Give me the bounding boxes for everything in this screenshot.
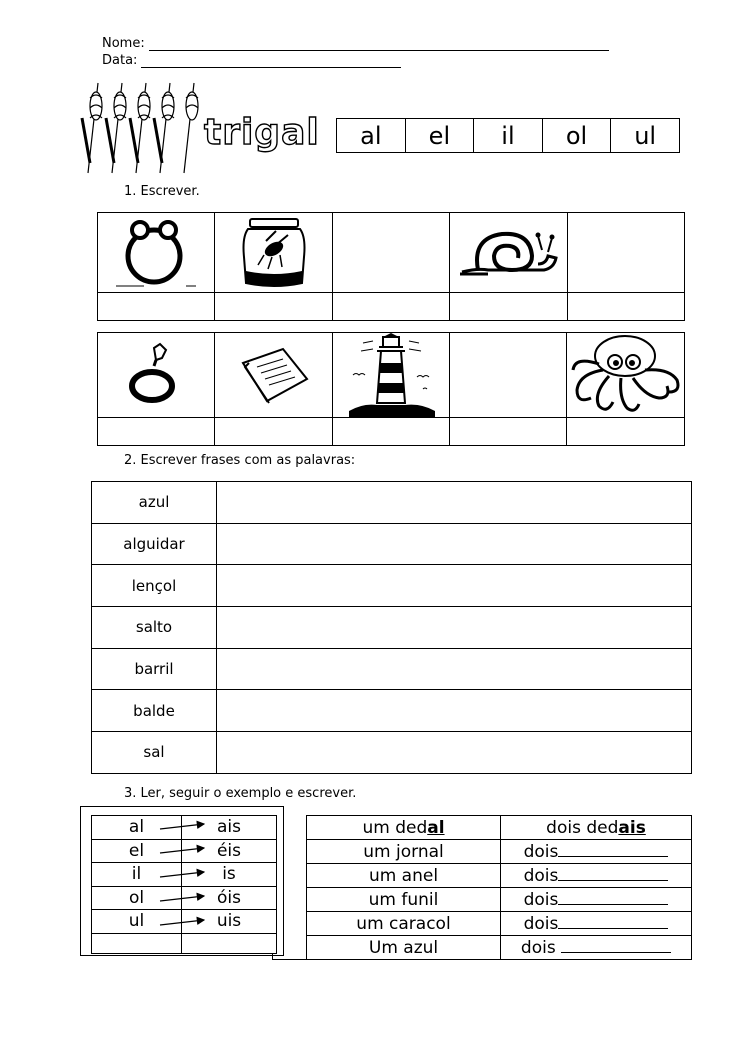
singular-ending: al [92, 816, 182, 840]
picture-cell [450, 333, 567, 418]
example-plural-ending: ais [618, 817, 646, 838]
write-cell[interactable] [215, 418, 332, 446]
plural-ending: éis [182, 839, 277, 863]
plural-prefix: dois [523, 890, 559, 910]
plural-answer[interactable] [501, 936, 692, 960]
answer-blank[interactable] [558, 865, 668, 881]
singular-word: um anel [307, 864, 501, 888]
name-label: Nome: [102, 36, 145, 51]
arrow-icon [160, 920, 204, 925]
syllable-cell: il [474, 119, 543, 153]
syllable-table [336, 118, 680, 153]
picture-grid-1 [97, 212, 685, 321]
plural-answer[interactable] [501, 864, 692, 888]
plural-prefix: dois [523, 842, 559, 862]
table-corner-line [272, 954, 306, 960]
arrow-icon [160, 848, 204, 853]
ball-icon [114, 218, 198, 288]
write-cell[interactable] [567, 418, 685, 446]
name-field[interactable] [149, 37, 609, 51]
example-singular-stem: um ded [362, 817, 428, 838]
word-cell: lençol [92, 565, 217, 607]
sentence-cell[interactable] [217, 565, 692, 607]
snail-icon [458, 228, 558, 278]
arrow-icon [160, 896, 204, 901]
exercise-1-title: 1. Escrever. [124, 184, 200, 199]
wheat-icon [78, 78, 200, 180]
singular-word: um caracol [307, 912, 501, 936]
singular-ending: il [92, 863, 182, 887]
example-singular [307, 816, 501, 840]
lighthouse-icon [343, 333, 439, 417]
sentence-cell[interactable] [217, 482, 692, 524]
example-singular-ending: al [427, 817, 445, 838]
picture-cell [332, 213, 449, 293]
syllable-cell: ol [542, 119, 611, 153]
singular-ending: ol [92, 886, 182, 910]
date-label: Data: [102, 53, 138, 68]
syllable-cell: al [337, 119, 406, 153]
arrows [158, 815, 210, 933]
picture-cell [98, 213, 215, 293]
word-cell: alguidar [92, 523, 217, 565]
singular-ending: el [92, 839, 182, 863]
jar-with-bee-icon [236, 217, 312, 289]
write-cell[interactable] [450, 293, 568, 321]
write-cell[interactable] [98, 418, 215, 446]
plural-table [306, 815, 692, 960]
sentence-cell[interactable] [217, 690, 692, 732]
write-cell[interactable] [215, 293, 332, 321]
plural-ending: ais [182, 816, 277, 840]
write-cell[interactable] [567, 293, 684, 321]
exercise-3-title: 3. Ler, seguir o exemplo e escrever. [124, 786, 357, 801]
plural-ending: uis [182, 910, 277, 934]
example-plural [501, 816, 692, 840]
picture-cell [98, 333, 215, 418]
date-line [102, 53, 401, 68]
plural-prefix: dois [520, 938, 562, 958]
plural-ending: óis [182, 886, 277, 910]
empty-cell [92, 933, 182, 953]
name-line [102, 36, 609, 51]
plural-ending: is [182, 863, 277, 887]
sentence-table [91, 481, 692, 774]
syllable-cell: el [405, 119, 474, 153]
arrow-icon [160, 824, 204, 829]
exercise-2-title: 2. Escrever frases com as palavras: [124, 453, 356, 468]
plural-answer[interactable] [501, 840, 692, 864]
ring-icon [126, 342, 186, 408]
word-cell: azul [92, 482, 217, 524]
picture-cell [567, 333, 685, 418]
sentence-cell[interactable] [217, 607, 692, 649]
picture-cell [332, 333, 450, 418]
singular-word: Um azul [307, 936, 501, 960]
picture-cell [215, 333, 332, 418]
plural-answer[interactable] [501, 888, 692, 912]
word-cell: salto [92, 607, 217, 649]
plural-prefix: dois [523, 866, 559, 886]
word-cell: sal [92, 732, 217, 774]
example-plural-stem: dois ded [546, 817, 619, 838]
write-cell[interactable] [98, 293, 215, 321]
answer-blank[interactable] [561, 937, 671, 953]
picture-cell [567, 213, 684, 293]
write-cell[interactable] [332, 418, 450, 446]
singular-word: um jornal [307, 840, 501, 864]
paper-icon [237, 345, 311, 405]
plural-prefix: dois [523, 914, 559, 934]
singular-word: um funil [307, 888, 501, 912]
plural-answer[interactable] [501, 912, 692, 936]
write-cell[interactable] [450, 418, 567, 446]
answer-blank[interactable] [558, 913, 668, 929]
sentence-cell[interactable] [217, 523, 692, 565]
octopus-icon [569, 334, 683, 416]
singular-ending: ul [92, 910, 182, 934]
empty-cell [182, 933, 277, 953]
picture-cell [450, 213, 568, 293]
arrow-icon [160, 872, 204, 877]
sentence-cell[interactable] [217, 648, 692, 690]
date-field[interactable] [141, 54, 401, 68]
syllable-cell: ul [611, 119, 680, 153]
word-cell: barril [92, 648, 217, 690]
sentence-cell[interactable] [217, 732, 692, 774]
picture-cell [215, 213, 332, 293]
write-cell[interactable] [332, 293, 449, 321]
picture-grid-2 [97, 332, 685, 446]
answer-blank[interactable] [558, 889, 668, 905]
title-word: trigal [204, 112, 320, 153]
word-cell: balde [92, 690, 217, 732]
answer-blank[interactable] [558, 841, 668, 857]
